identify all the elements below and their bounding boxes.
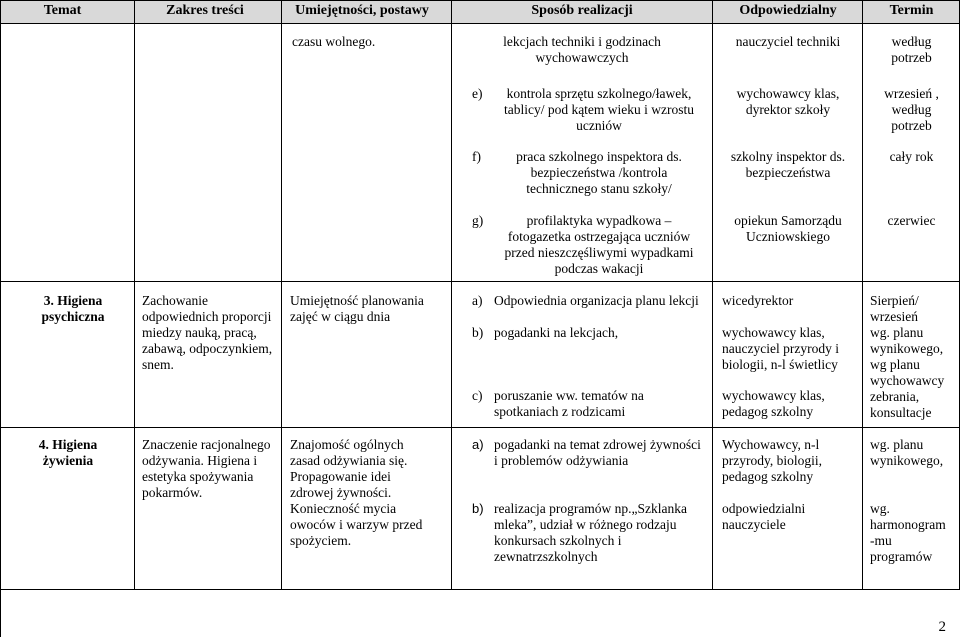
text-line: 3. Higiena [43, 293, 103, 308]
text-line: konkursach szkolnych i [494, 533, 622, 548]
text-line: wg. planu [870, 437, 924, 452]
item-f-text [486, 149, 712, 197]
text-line: konsultacje [870, 405, 932, 420]
text-line: estetyka spożywania [142, 469, 254, 484]
section3-c-marker: c) [472, 388, 483, 403]
item-e-odpowiedzialny [713, 86, 863, 118]
header-temat: Temat [43, 3, 82, 18]
section3-a-marker: a) [472, 293, 483, 308]
item-g-marker: g) [472, 213, 484, 228]
header-zakres: Zakres treści [166, 3, 244, 18]
item-e-termin [863, 86, 960, 134]
table-header [0, 0, 960, 24]
item-e-marker: e) [472, 86, 483, 101]
section4-a-text [494, 437, 701, 469]
text-line: snem. [142, 357, 174, 372]
continued-umiejetnosci: czasu wolnego. [292, 34, 376, 49]
text-line: zabawą, odpoczynkiem, [142, 341, 273, 356]
text-line: wychowawczych [535, 50, 629, 65]
section4-termin-a [870, 437, 943, 469]
text-line: zewnatrzszkolnych [494, 549, 598, 564]
text-line: przyrody, biologii, [722, 453, 822, 468]
section4-odp-b [722, 501, 805, 533]
item-f-termin: cały rok [889, 149, 934, 164]
text-line: szkolny inspektor ds. [730, 149, 846, 164]
section4-temat [18, 437, 118, 469]
section4-b-text [494, 501, 687, 565]
text-line: technicznego stanu szkoły/ [526, 181, 672, 196]
text-line: realizacja programów np.„Szklanka [494, 501, 688, 516]
text-line: Uczniowskiego [746, 229, 830, 244]
text-line: zasad odżywiania się. [290, 453, 408, 468]
text-line: fotogazetka ostrzegająca uczniów [507, 229, 691, 244]
text-line: opiekun Samorządu [734, 213, 842, 228]
text-line: i problemów odżywiania [494, 453, 629, 468]
continued-sposob [452, 34, 712, 66]
text-line: Zachowanie [142, 293, 208, 308]
text-line: Propagowanie idei [290, 469, 391, 484]
page-number: 2 [938, 619, 946, 635]
text-line: podczas wakacji [554, 261, 644, 276]
text-line: zebrania, [870, 389, 920, 404]
text-line: wg planu [870, 357, 920, 372]
item-f-marker: f) [472, 149, 481, 164]
text-line: Sierpień/ [870, 293, 919, 308]
text-line: wrzesień , [884, 86, 939, 101]
text-line: mleka”, udział w różnego rodzaju [494, 517, 677, 532]
text-line: wychowawcy klas, [736, 86, 840, 101]
text-line: biologii, n-l świetlicy [722, 357, 838, 372]
text-line: psychiczna [41, 309, 105, 324]
text-line: wynikowego, [870, 341, 944, 356]
text-line: wrzesień [870, 309, 918, 324]
text-line: zdrowej żywności. [290, 485, 392, 500]
section3-odp-a: wicedyrektor [722, 293, 794, 308]
row-separator [0, 589, 960, 590]
section4-termin-b [870, 501, 946, 565]
text-line: według [891, 102, 932, 117]
text-line: spożyciem. [290, 533, 352, 548]
header-umiejetnosci: Umiejętności, postawy [295, 3, 429, 18]
text-line: poruszanie ww. tematów na [494, 388, 644, 403]
section4-odp-a [722, 437, 822, 485]
text-line: praca szkolnego inspektora ds. [516, 149, 682, 164]
text-line: nauczyciel przyrody i [722, 341, 839, 356]
section3-b-marker: b) [472, 325, 484, 340]
section3-odp-b [722, 325, 839, 373]
text-line: według [891, 34, 932, 49]
text-line: pogadanki na temat zdrowej żywności [494, 437, 701, 452]
section3-zakres [142, 293, 272, 373]
section3-temat [18, 293, 128, 325]
text-line: Konieczność mycia [290, 501, 397, 516]
section3-b-text: pogadanki na lekcjach, [494, 325, 619, 340]
text-line: bezpieczeństwa /kontrola [530, 165, 668, 180]
text-line: owoców i warzyw przed [290, 517, 423, 532]
text-line: zajęć w ciągu dnia [290, 309, 391, 324]
text-line: potrzeb [891, 118, 932, 133]
text-line: pokarmów. [142, 485, 203, 500]
item-g-text [486, 213, 712, 277]
text-line: nauczyciele [722, 517, 786, 532]
text-line: wychowawcy [870, 373, 945, 388]
header-odpowiedzialny: Odpowiedzialny [739, 3, 837, 18]
text-line: wg. [870, 501, 890, 516]
header-sposob: Sposób realizacji [531, 3, 633, 18]
text-line: profilaktyka wypadkowa – [526, 213, 672, 228]
text-line: wg. planu [870, 325, 924, 340]
item-g-termin: czerwiec [887, 213, 936, 228]
grid-line [451, 0, 452, 590]
text-line: potrzeb [891, 50, 932, 65]
text-line: 4. Higiena [38, 437, 98, 452]
section4-b-marker: b) [472, 501, 484, 516]
text-line: odpowiedzialni [722, 501, 806, 516]
section4-zakres [142, 437, 271, 501]
row-separator [0, 427, 960, 428]
text-line: harmonogram [870, 517, 946, 532]
text-line: miedzy nauką, pracą, [142, 325, 257, 340]
item-g-odpowiedzialny [713, 213, 863, 245]
text-line: kontrola sprzętu szkolnego/ławek, [506, 86, 692, 101]
section3-umiejetnosci [290, 293, 424, 325]
text-line: lekcjach techniki i godzinach [503, 34, 661, 49]
item-f-odpowiedzialny [713, 149, 863, 181]
text-line: Znajomość ogólnych [290, 437, 404, 452]
text-line: pedagog szkolny [722, 404, 814, 419]
text-line: pedagog szkolny [722, 469, 814, 484]
section4-a-marker: a) [472, 437, 484, 452]
text-line: wychowawcy klas, [722, 388, 825, 403]
text-line: wychowawcy klas, [722, 325, 825, 340]
row-separator [0, 281, 960, 282]
section3-c-text [494, 388, 644, 420]
text-line: tablicy/ pod kątem wieku i wzrostu [503, 102, 695, 117]
section3-a-text: Odpowiednia organizacja planu lekcji [494, 293, 699, 308]
text-line: spotkaniach z rodzicami [494, 404, 626, 419]
section3-odp-c [722, 388, 825, 420]
text-line: uczniów [576, 118, 622, 133]
text-line: dyrektor szkoły [745, 102, 831, 117]
grid-line [134, 0, 135, 590]
text-line: Znaczenie racjonalnego [142, 437, 271, 452]
continued-odpowiedzialny: nauczyciel techniki [735, 34, 841, 49]
section3-termin [870, 293, 944, 421]
grid-line [281, 0, 282, 590]
section4-umiejetnosci [290, 437, 422, 549]
text-line: Umiejętność planowania [290, 293, 424, 308]
text-line: odpowiednich proporcji [142, 309, 272, 324]
grid-line [0, 0, 1, 637]
text-line: wynikowego, [870, 453, 944, 468]
text-line: żywienia [42, 453, 94, 468]
item-e-text [486, 86, 712, 134]
text-line: -mu [870, 533, 892, 548]
continued-termin [863, 34, 960, 66]
text-line: przed nieszczęśliwymi wypadkami [504, 245, 694, 260]
text-line: bezpieczeństwa [745, 165, 831, 180]
text-line: Wychowawcy, n-l [722, 437, 820, 452]
text-line: programów [870, 549, 933, 564]
text-line: odżywania. Higiena i [142, 453, 258, 468]
header-termin: Termin [889, 3, 934, 18]
